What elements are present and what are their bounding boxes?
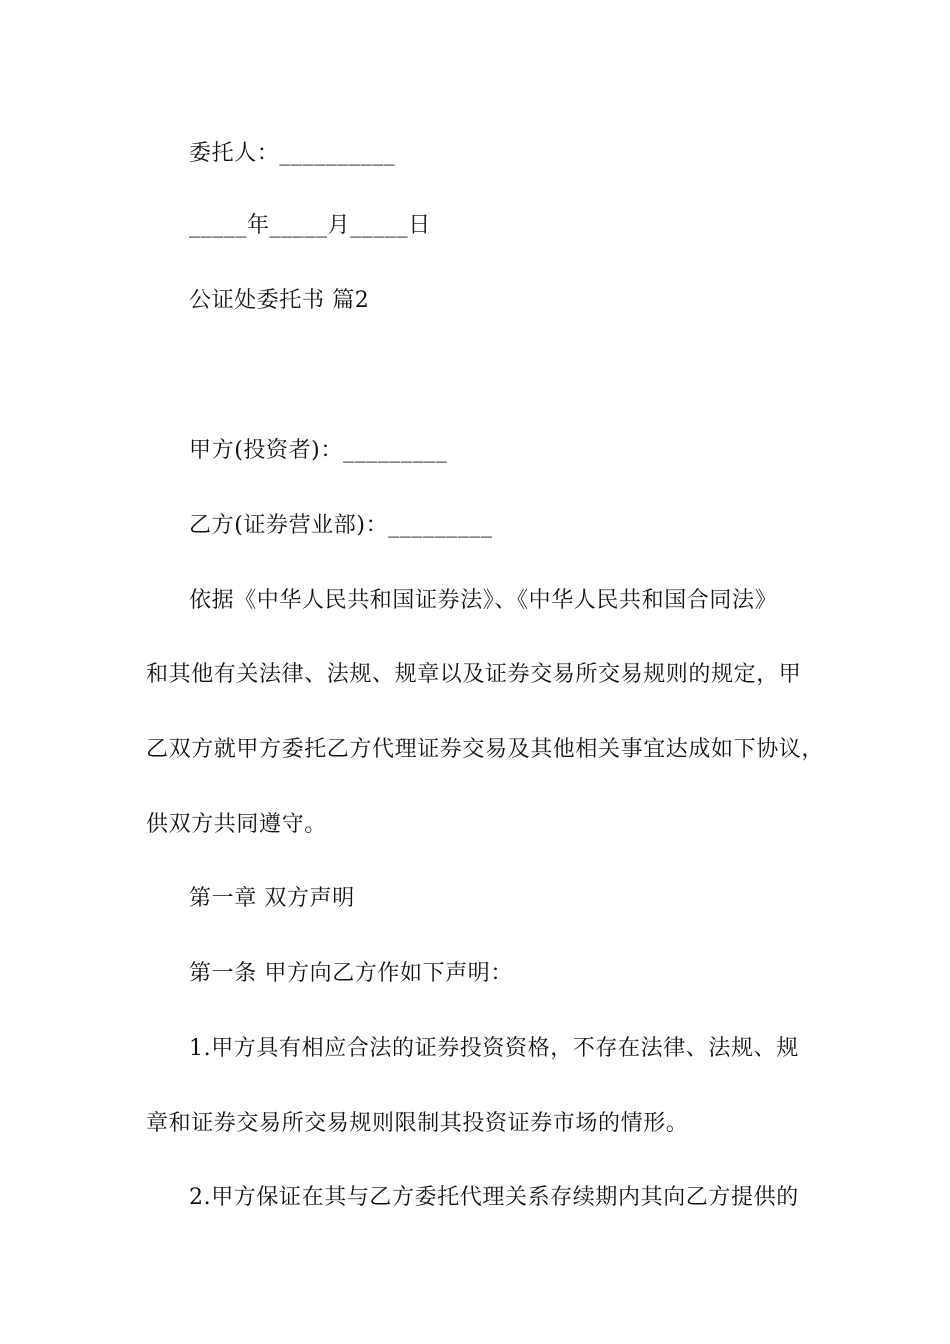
article-heading: 第一条 甲方向乙方作如下声明：	[189, 961, 513, 986]
clause-1-line-2: 章和证券交易所交易规则限制其投资证券市场的情形。	[146, 1111, 689, 1136]
preamble-paragraph-line-1: 依据《中华人民共和国证券法》、《中华人民共和国合同法》	[189, 588, 778, 613]
principal-signature-line: 委托人：__________	[189, 141, 396, 166]
preamble-paragraph-line-3: 乙双方就甲方委托乙方代理证券交易及其他相关事宜达成如下协议，	[146, 737, 825, 762]
chapter-heading: 第一章 双方声明	[189, 886, 355, 911]
party-a-line: 甲方(投资者)：_________	[189, 438, 448, 463]
section-heading: 公证处委托书 篇2	[189, 288, 370, 313]
clause-2-line-1: 2.甲方保证在其与乙方委托代理关系存续期内其向乙方提供的	[189, 1185, 799, 1210]
party-b-line: 乙方(证券营业部)：_________	[189, 513, 493, 538]
date-line: _____年_____月_____日	[189, 213, 431, 238]
preamble-paragraph-line-2: 和其他有关法律、法规、规章以及证券交易所交易规则的规定，甲	[146, 662, 802, 687]
clause-1-line-1: 1.甲方具有相应合法的证券投资资格，不存在法律、法规、规	[189, 1036, 799, 1061]
preamble-paragraph-line-4: 供双方共同遵守。	[146, 812, 327, 837]
